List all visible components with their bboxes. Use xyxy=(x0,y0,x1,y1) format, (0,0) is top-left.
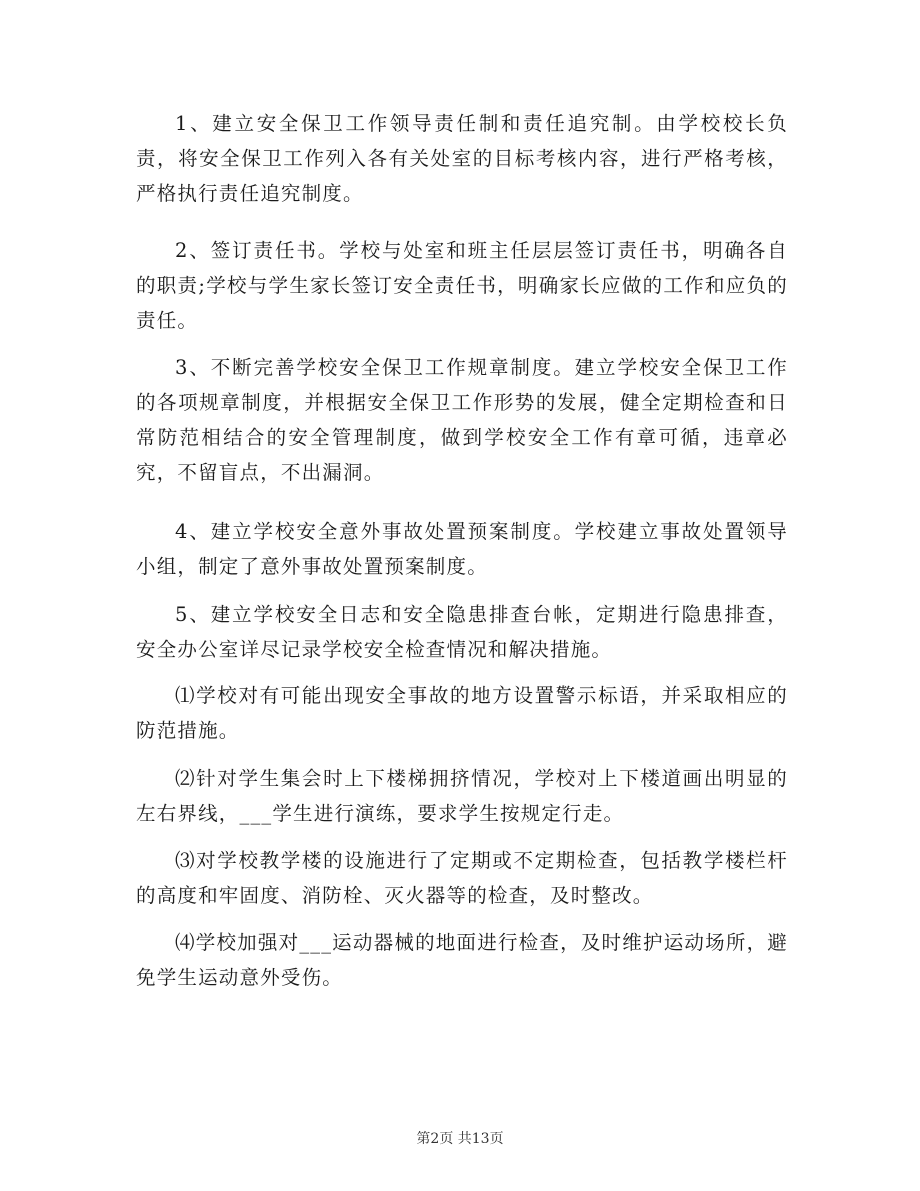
paragraph-1: 1、建立安全保卫工作领导责任制和责任追究制。由学校校长负责，将安全保卫工作列入各有关处室的目标考核内容，进行严格考核，严格执行责任追究制度。 xyxy=(136,112,788,205)
page-number-footer: 第2页 共13页 xyxy=(416,1131,504,1147)
paragraph-sub-1: ⑴学校对有可能出现安全事故的地方设置警示标语，并采取相应的防范措施。 xyxy=(136,684,788,742)
paragraph-sub-3: ⑶对学校教学楼的设施进行了定期或不定期检查，包括教学楼栏杆的高度和牢固度、消防栓、灭火器等的检查，及时整改。 xyxy=(136,849,788,907)
paragraph-2: 2、签订责任书。学校与处室和班主任层层签订责任书，明确各自的职责;学校与学生家长签订安全责任书，明确家长应做的工作和应负的责任。 xyxy=(136,239,788,332)
paragraph-sub-2: ⑵针对学生集会时上下楼梯拥挤情况，学校对上下楼道画出明显的左右界线，___学生进行演练，要求学生按规定行走。 xyxy=(136,767,788,825)
paragraph-4: 4、建立学校安全意外事故处置预案制度。学校建立事故处置领导小组，制定了意外事故处置预案制度。 xyxy=(136,520,788,578)
paragraph-3: 3、不断完善学校安全保卫工作规章制度。建立学校安全保卫工作的各项规章制度，并根据安全保卫工作形势的发展，健全定期检查和日常防范相结合的安全管理制度，做到学校安全工作有章可循，违章必究，不留盲点，不出漏洞。 xyxy=(136,356,788,484)
paragraph-5: 5、建立学校安全日志和安全隐患排查台帐，定期进行隐患排查，安全办公室详尽记录学校安全检查情况和解决措施。 xyxy=(136,603,788,661)
paragraph-sub-4: ⑷学校加强对___运动器械的地面进行检查，及时维护运动场所，避免学生运动意外受伤。 xyxy=(136,931,788,989)
